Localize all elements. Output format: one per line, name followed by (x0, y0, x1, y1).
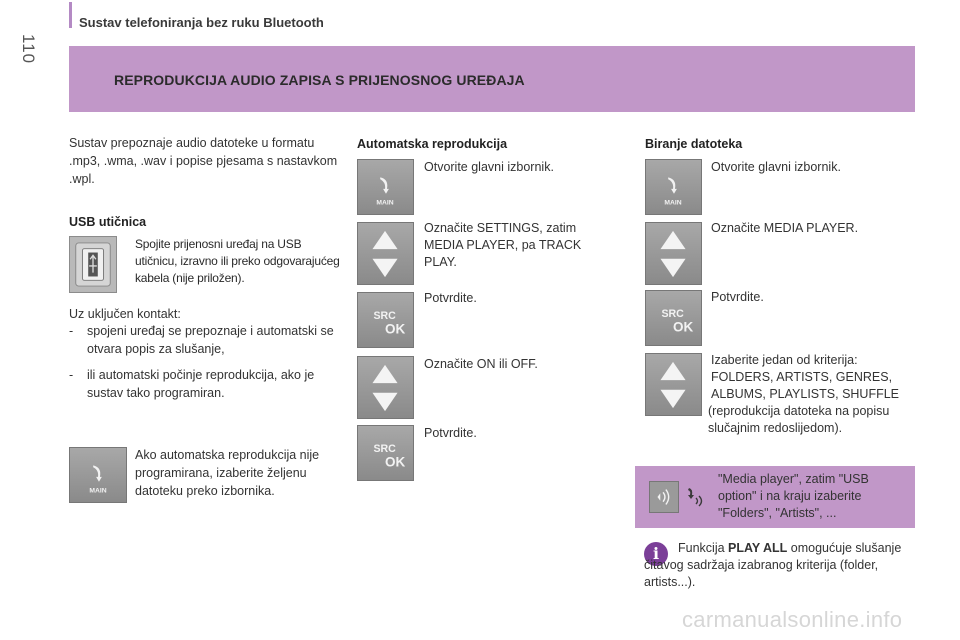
up-down-arrows-button (645, 222, 702, 285)
select-step-2: Označite MEDIA PLAYER. (711, 221, 859, 235)
src-label: SRC (373, 443, 396, 456)
voice-speaking-icon (684, 484, 706, 512)
shuffle-note: (reprodukcija datoteka na popisu slučajnim redoslijedom). (708, 404, 890, 435)
auto-off-note: Ako automatska reprodukcija nije programirana, izaberite željenu datoteku preko izbornika. (135, 448, 320, 498)
up-down-arrows-button (645, 353, 702, 416)
main-button-label: MAIN (376, 199, 394, 207)
main-menu-button (69, 447, 127, 503)
contact-bullets (69, 322, 339, 410)
usb-socket-icon (70, 237, 116, 292)
usb-note: Spojite prijenosni uređaj na USB utičnicu, izravno ili preko odgovarajućeg kabela (nije priložen). (135, 237, 340, 285)
info-icon: i (644, 542, 668, 566)
page-number: 110 (19, 34, 38, 65)
contact-intro: Uz uključen kontakt: (69, 307, 181, 321)
select-step-1: Otvorite glavni izbornik. (711, 160, 841, 174)
play-all-prefix: Funkcija (678, 541, 729, 555)
ok-label: OK (385, 454, 406, 470)
src-ok-button (357, 292, 414, 348)
usb-heading: USB utičnica (69, 215, 147, 229)
bullet-item: - spojeni uređaj se prepoznaje i automatski se otvara popis za slušanje, (69, 322, 339, 358)
ok-label: OK (673, 319, 694, 335)
auto-step-3: Potvrdite. (424, 291, 477, 305)
ok-label: OK (385, 321, 406, 337)
bullet-item: - ili automatski počinje reprodukcija, ako je sustav tako programiran. (69, 366, 339, 402)
auto-step-5: Potvrdite. (424, 426, 477, 440)
select-step-3: Potvrdite. (711, 290, 764, 304)
main-menu-button (357, 159, 414, 215)
auto-step-1: Otvorite glavni izbornik. (424, 160, 554, 174)
main-menu-button (645, 159, 702, 215)
auto-step-2: Označite SETTINGS, zatim MEDIA PLAYER, pa TRACK PLAY. (424, 221, 582, 269)
src-label: SRC (661, 308, 684, 321)
auto-playback-heading: Automatska reprodukcija (357, 137, 508, 151)
play-all-keyword: PLAY ALL (728, 541, 788, 555)
select-step-4: Izaberite jedan od kriterija: FOLDERS, ARTISTS, GENRES, ALBUMS, PLAYLISTS, SHUFFLE (711, 353, 900, 401)
voice-callout-text: "Media player", zatim "USB option" i na kraju izaberite "Folders", "Artists", ... (718, 472, 869, 520)
file-select-heading: Biranje datoteka (645, 137, 743, 151)
play-all-rest: omogućuje slušanje čitavog sadržaja izabranog kriterija (folder, artists...). (644, 541, 902, 589)
up-down-arrows-button (357, 356, 414, 419)
src-ok-button (645, 290, 702, 346)
play-all-note (644, 540, 914, 591)
src-label: SRC (373, 310, 396, 323)
voice-command-button (649, 481, 679, 513)
main-button-label: MAIN (89, 487, 107, 495)
chapter-header: Sustav telefoniranja bez ruku Bluetooth (79, 15, 324, 30)
intro-paragraph: Sustav prepoznaje audio datoteke u formatu .mp3, .wma, .wav i popise pjesama s nastavkom .wpl. (69, 136, 338, 186)
usb-socket-image (69, 236, 117, 293)
up-down-arrows-button (357, 222, 414, 285)
header-accent-bar (69, 2, 72, 28)
section-title: REPRODUKCIJA AUDIO ZAPISA S PRIJENOSNOG UREĐAJA (114, 72, 525, 88)
main-button-label: MAIN (664, 199, 682, 207)
auto-step-4: Označite ON ili OFF. (424, 357, 538, 371)
src-ok-button (357, 425, 414, 481)
watermark: carmanualsonline.info (682, 607, 903, 632)
